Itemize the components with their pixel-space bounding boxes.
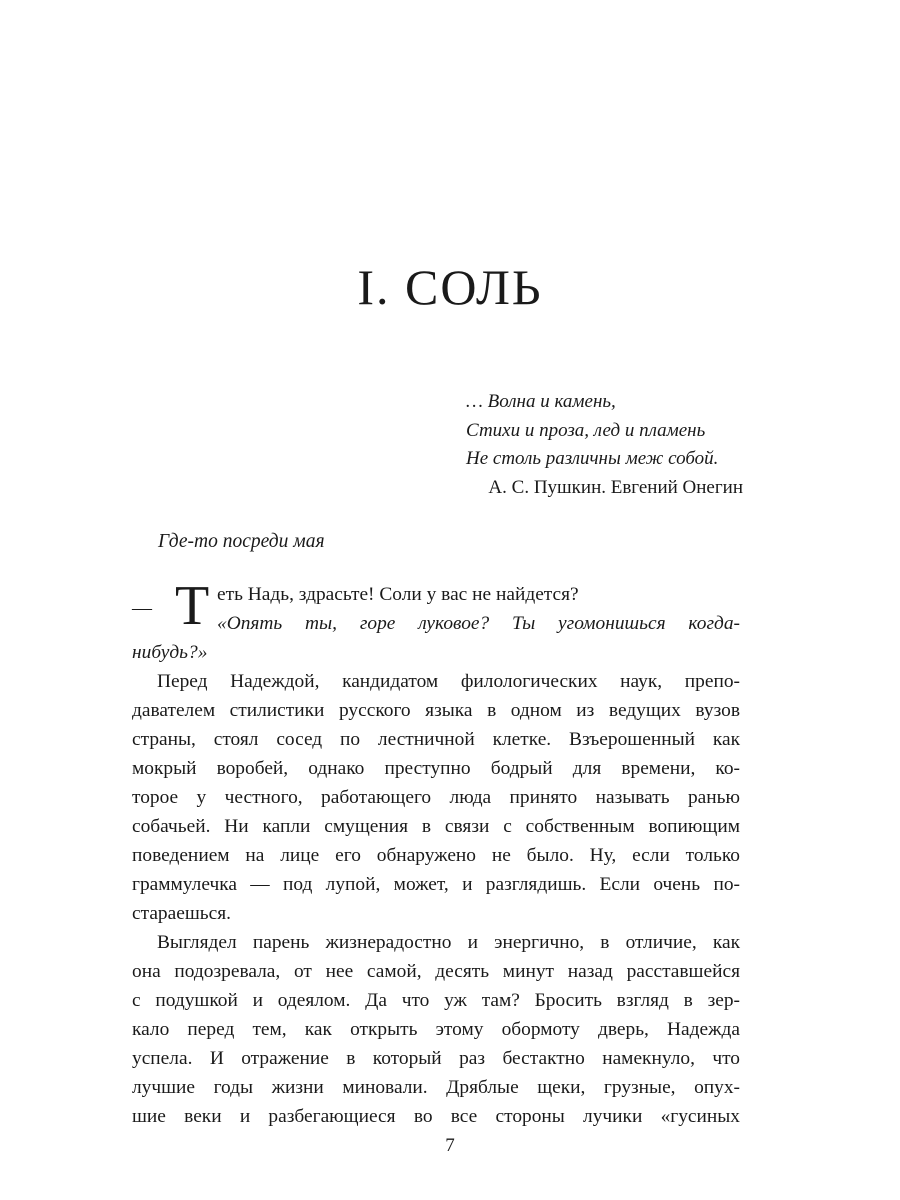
drop-cap: Т [175,575,210,637]
text-line: с подушкой и одеялом. Да что уж там? Бросить взгляд в зер- [132,990,740,1011]
chapter-title: I. СОЛЬ [357,259,543,315]
epigraph-line: … Волна и камень, [466,391,616,412]
text-line: собачьей. Ни капли смущения в связи с собственным вопиющим [132,816,740,837]
opening-line-italic: «Опять ты, горе луковое? Ты угомонишься когда- [217,613,740,634]
text-line: мокрый воробей, однако преступно бодрый для времени, ко- [132,758,740,779]
text-line: страны, стоял сосед по лестничной клетке. Взъерошенный как [132,729,740,750]
text-line: успела. И отражение в который раз бестактно намекнуло, что [132,1048,740,1069]
text-line: шие веки и разбегающиеся во все стороны лучики «гусиных [132,1106,740,1127]
body-text [132,575,740,1131]
epigraph-line: Не столь различны меж собой. [466,448,719,469]
epigraph-line: Стихи и проза, лед и пламень [466,419,706,441]
text-line: Перед Надеждой, кандидатом филологических наук, препо- [157,671,740,692]
text-line: давателем стилистики русского языка в одном из ведущих вузов [132,700,740,721]
text-line: стараешься. [132,903,231,924]
opening-line: еть Надь, здрасьте! Соли у вас не найдется? [217,584,579,605]
text-line: кало перед тем, как открыть этому обормоту дверь, Надежда [132,1019,740,1040]
text-line: торое у честного, работающего люда принято называть ранью [132,787,740,808]
dateline: Где-то посреди мая [158,531,325,552]
dialogue-dash: — [132,597,152,619]
page-number: 7 [445,1135,455,1156]
text-line: нибудь?» [132,642,208,663]
text-line: поведением на лице его обнаружено не было. Ну, если только [132,845,740,866]
epigraph-source: А. С. Пушкин. Евгений Онегин [488,476,743,498]
text-line: Выглядел парень жизнерадостно и энергично, в отличие, как [157,932,740,953]
text-line: она подозревала, от нее самой, десять минут назад расставшейся [132,961,740,982]
opening-paragraph [132,575,740,638]
text-line: граммулечка — под лупой, может, и разглядишь. Если очень по- [132,874,740,895]
epigraph [466,388,766,502]
text-line: лучшие годы жизни миновали. Дряблые щеки, грузные, опух- [132,1077,740,1098]
